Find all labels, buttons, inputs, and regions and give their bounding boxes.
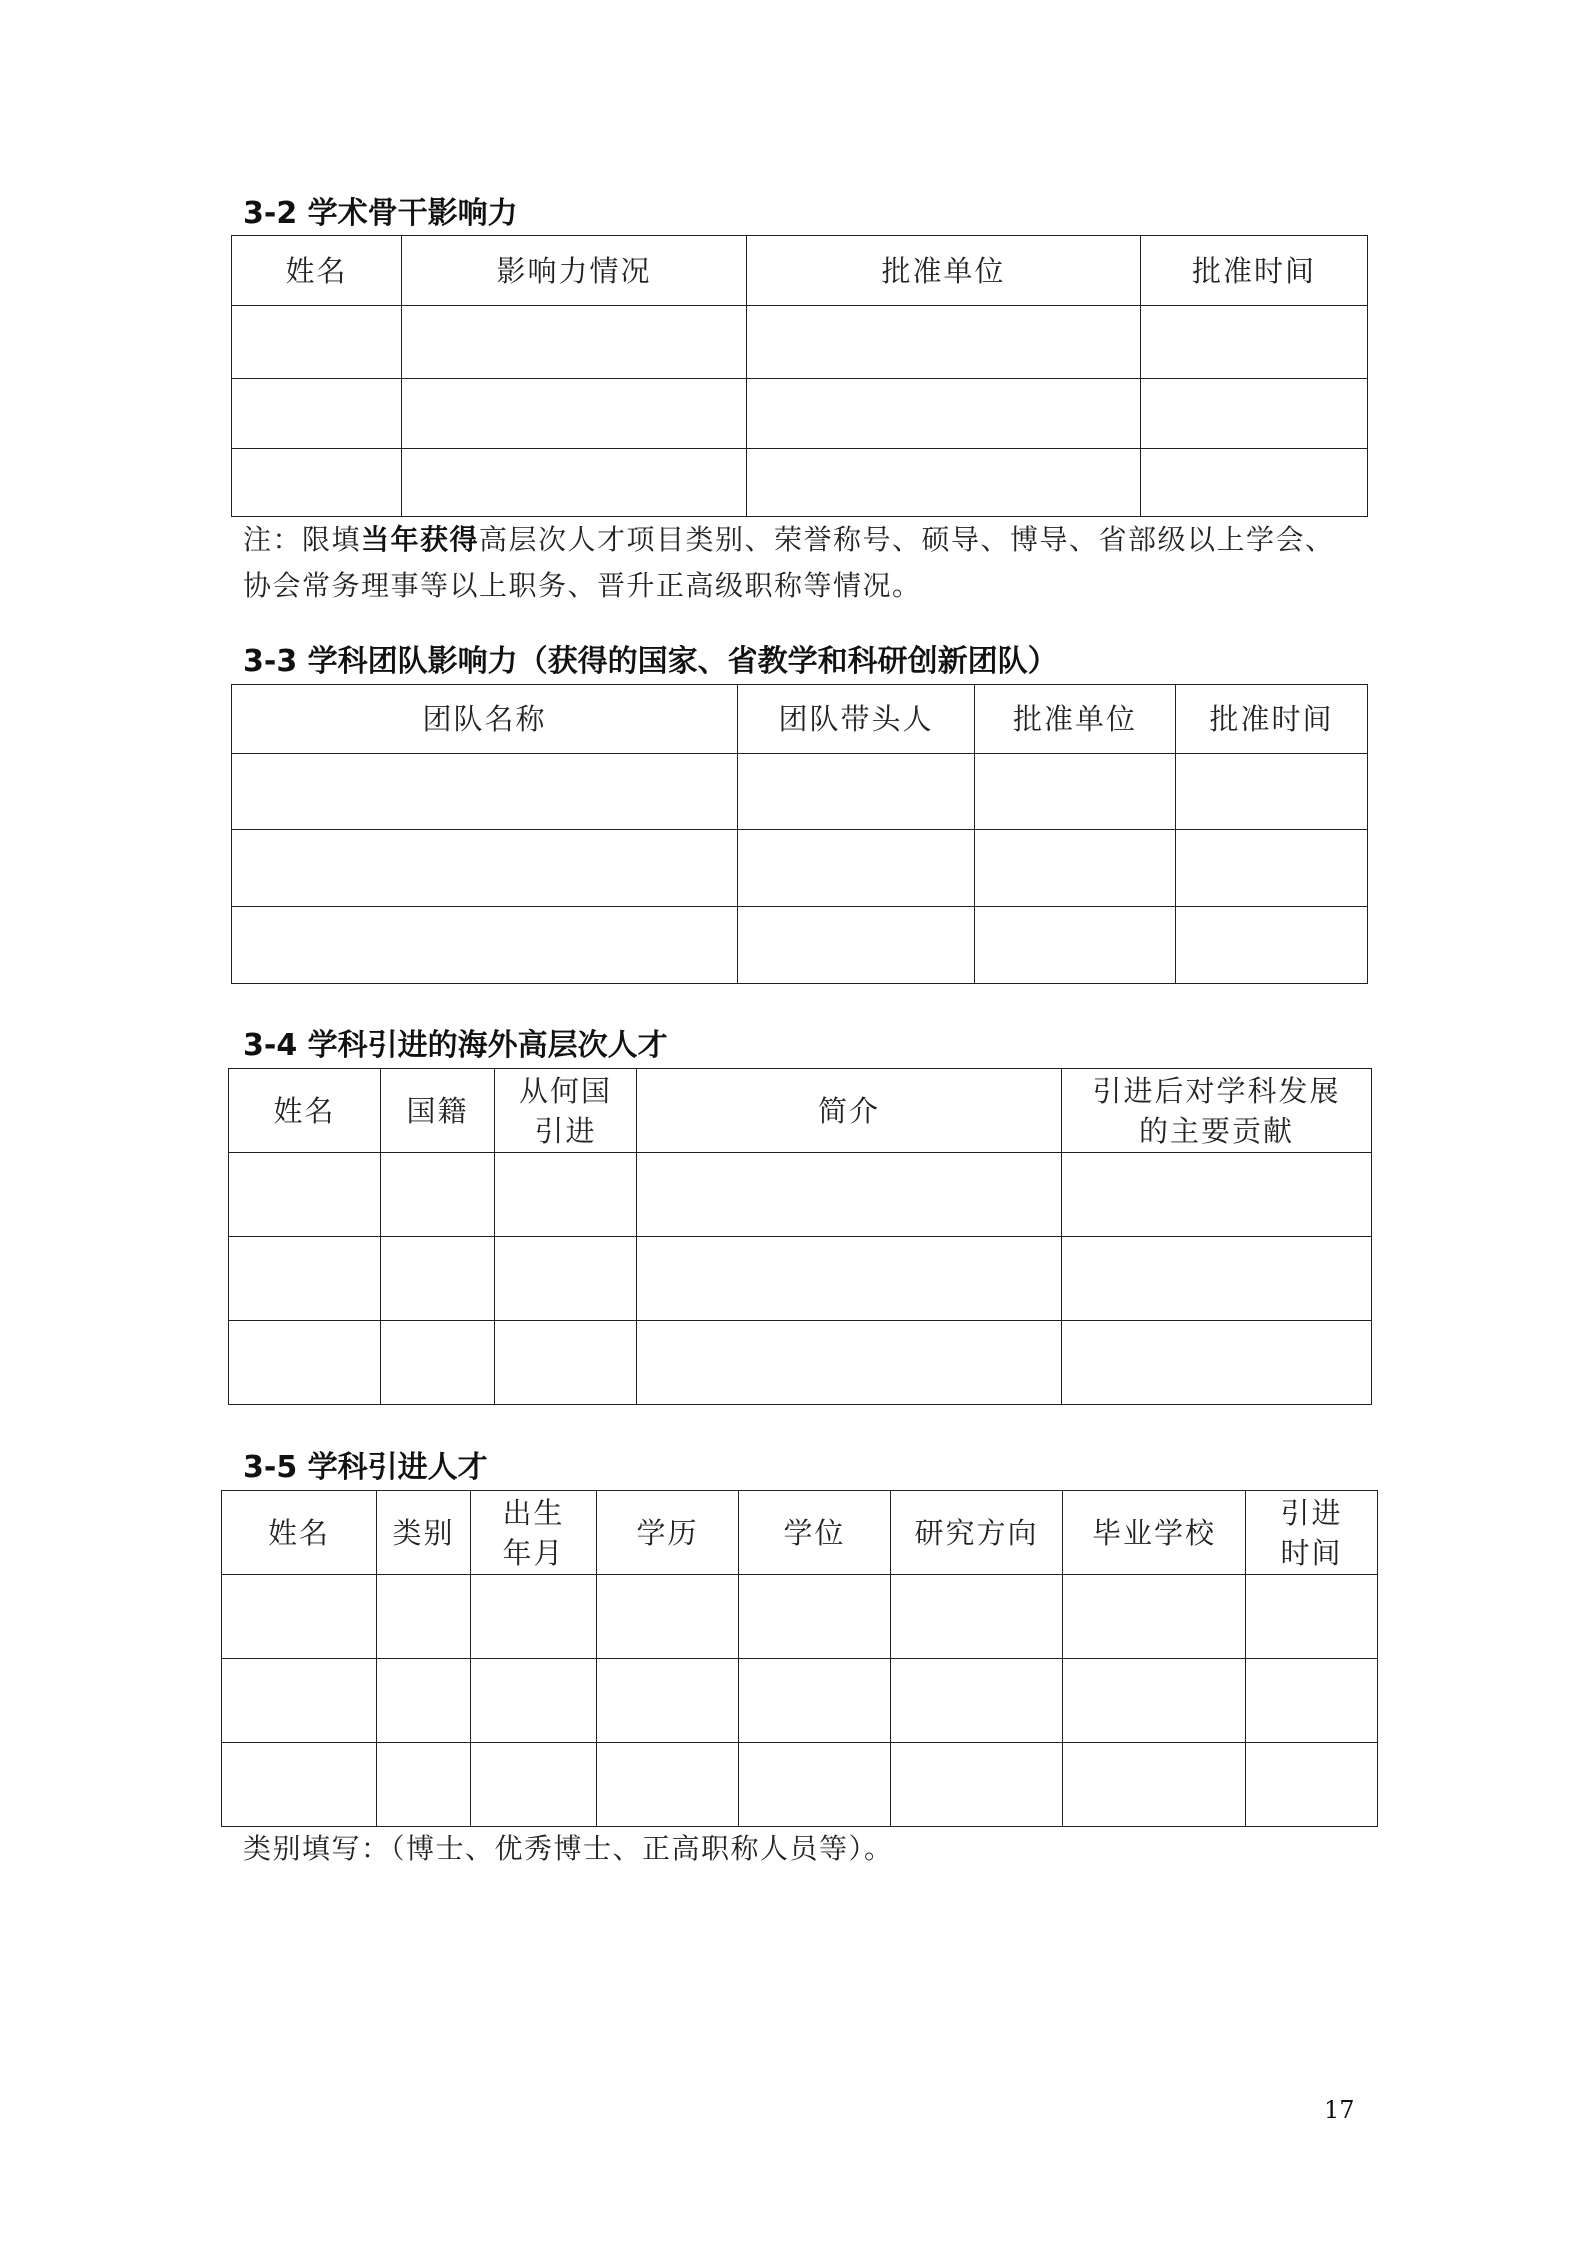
cell[interactable] (975, 830, 1176, 907)
cell[interactable] (1246, 1575, 1378, 1659)
header-line: 年月 (502, 1535, 565, 1570)
table-row (232, 907, 1368, 984)
cell[interactable] (738, 830, 975, 907)
table-team-influence (231, 684, 1368, 984)
table-row (222, 1743, 1378, 1827)
cell[interactable] (229, 1237, 381, 1321)
cell[interactable] (891, 1743, 1063, 1827)
cell[interactable] (222, 1743, 377, 1827)
section-title-3-5: 3-5 学科引进人才 (243, 1450, 488, 1485)
section-title-3-4: 3-4 学科引进的海外高层次人才 (243, 1028, 668, 1063)
header-team-name: 团队名称 (232, 685, 738, 754)
cell[interactable] (975, 754, 1176, 830)
header-approval-time: 批准时间 (1176, 685, 1368, 754)
cell[interactable] (402, 449, 747, 517)
cell[interactable] (471, 1575, 597, 1659)
cell[interactable] (402, 306, 747, 379)
cell[interactable] (232, 379, 402, 449)
cell[interactable] (747, 379, 1141, 449)
header-introduction-time (1246, 1491, 1378, 1575)
table-header-row (229, 1069, 1372, 1153)
header-research-direction: 研究方向 (891, 1491, 1063, 1575)
note-prefix: 注：限填 (243, 523, 362, 556)
cell[interactable] (1063, 1743, 1246, 1827)
table-row (232, 830, 1368, 907)
header-graduation-school: 毕业学校 (1063, 1491, 1246, 1575)
table-header-row (222, 1491, 1378, 1575)
header-line: 出生 (502, 1495, 565, 1530)
cell[interactable] (975, 907, 1176, 984)
table-row (229, 1321, 1372, 1405)
table-row (232, 754, 1368, 830)
table-row (229, 1153, 1372, 1237)
cell[interactable] (1062, 1237, 1372, 1321)
cell[interactable] (747, 306, 1141, 379)
cell[interactable] (1141, 306, 1368, 379)
note-rest: 高层次人才项目类别、荣誉称号、硕导、博导、省部级以上学会、协会常务理事等以上职务、晋升正高级职称等情况。 (243, 523, 1335, 602)
cell[interactable] (637, 1153, 1062, 1237)
cell[interactable] (597, 1575, 739, 1659)
table-overseas-talent (228, 1068, 1372, 1405)
header-name: 姓名 (229, 1069, 381, 1153)
cell[interactable] (1063, 1659, 1246, 1743)
cell[interactable] (232, 306, 402, 379)
header-line: 引进 (1280, 1495, 1343, 1530)
table-header-row (232, 236, 1368, 306)
cell[interactable] (381, 1153, 495, 1237)
cell[interactable] (1246, 1743, 1378, 1827)
table-row (222, 1659, 1378, 1743)
cell[interactable] (1063, 1575, 1246, 1659)
table-academic-backbone (231, 235, 1368, 517)
header-line: 引进后对学科发展 (1092, 1073, 1341, 1108)
cell[interactable] (232, 754, 738, 830)
header-category: 类别 (377, 1491, 471, 1575)
cell[interactable] (1141, 449, 1368, 517)
note-3-5: 类别填写：（博士、优秀博士、正高职称人员等）。 (243, 1832, 894, 1865)
cell[interactable] (377, 1659, 471, 1743)
cell[interactable] (747, 449, 1141, 517)
cell[interactable] (495, 1321, 637, 1405)
cell[interactable] (739, 1575, 891, 1659)
header-from-country (495, 1069, 637, 1153)
cell[interactable] (637, 1321, 1062, 1405)
header-education: 学历 (597, 1491, 739, 1575)
note-bold: 当年获得 (361, 523, 480, 556)
cell[interactable] (381, 1321, 495, 1405)
cell[interactable] (1176, 830, 1368, 907)
table-header-row (232, 685, 1368, 754)
header-profile: 简介 (637, 1069, 1062, 1153)
header-name: 姓名 (232, 236, 402, 306)
cell[interactable] (1062, 1153, 1372, 1237)
header-approving-unit: 批准单位 (747, 236, 1141, 306)
cell[interactable] (597, 1743, 739, 1827)
cell[interactable] (495, 1237, 637, 1321)
header-contribution (1062, 1069, 1372, 1153)
page-number: 17 (1324, 2096, 1355, 2124)
cell[interactable] (637, 1237, 1062, 1321)
header-nationality: 国籍 (381, 1069, 495, 1153)
section-title-3-2: 3-2 学术骨干影响力 (243, 196, 518, 231)
header-team-leader: 团队带头人 (738, 685, 975, 754)
cell[interactable] (1176, 754, 1368, 830)
cell[interactable] (232, 449, 402, 517)
table-row (222, 1575, 1378, 1659)
section-title-3-3: 3-3 学科团队影响力（获得的国家、省教学和科研创新团队） (243, 644, 1058, 679)
cell[interactable] (1062, 1321, 1372, 1405)
cell[interactable] (891, 1659, 1063, 1743)
header-line: 从何国 (518, 1073, 612, 1108)
cell[interactable] (232, 907, 738, 984)
cell[interactable] (471, 1743, 597, 1827)
header-line: 的主要贡献 (1138, 1113, 1294, 1148)
header-influence: 影响力情况 (402, 236, 747, 306)
header-approval-time: 批准时间 (1141, 236, 1368, 306)
cell[interactable] (738, 754, 975, 830)
cell[interactable] (381, 1237, 495, 1321)
cell[interactable] (1176, 907, 1368, 984)
note-3-2 (243, 517, 1363, 609)
header-birth-date (471, 1491, 597, 1575)
table-row (232, 306, 1368, 379)
cell[interactable] (377, 1743, 471, 1827)
cell[interactable] (738, 907, 975, 984)
header-line: 时间 (1280, 1535, 1343, 1570)
table-row (232, 379, 1368, 449)
cell[interactable] (1246, 1659, 1378, 1743)
header-approving-unit: 批准单位 (975, 685, 1176, 754)
cell[interactable] (222, 1659, 377, 1743)
cell[interactable] (739, 1743, 891, 1827)
header-line: 引进 (534, 1113, 597, 1148)
table-row (229, 1237, 1372, 1321)
cell[interactable] (739, 1659, 891, 1743)
table-row (232, 449, 1368, 517)
header-name: 姓名 (222, 1491, 377, 1575)
cell[interactable] (229, 1321, 381, 1405)
cell[interactable] (495, 1153, 637, 1237)
cell[interactable] (891, 1575, 1063, 1659)
cell[interactable] (402, 379, 747, 449)
cell[interactable] (229, 1153, 381, 1237)
table-introduced-talent (221, 1490, 1378, 1827)
cell[interactable] (232, 830, 738, 907)
header-degree: 学位 (739, 1491, 891, 1575)
cell[interactable] (222, 1575, 377, 1659)
cell[interactable] (1141, 379, 1368, 449)
cell[interactable] (377, 1575, 471, 1659)
cell[interactable] (471, 1659, 597, 1743)
cell[interactable] (597, 1659, 739, 1743)
